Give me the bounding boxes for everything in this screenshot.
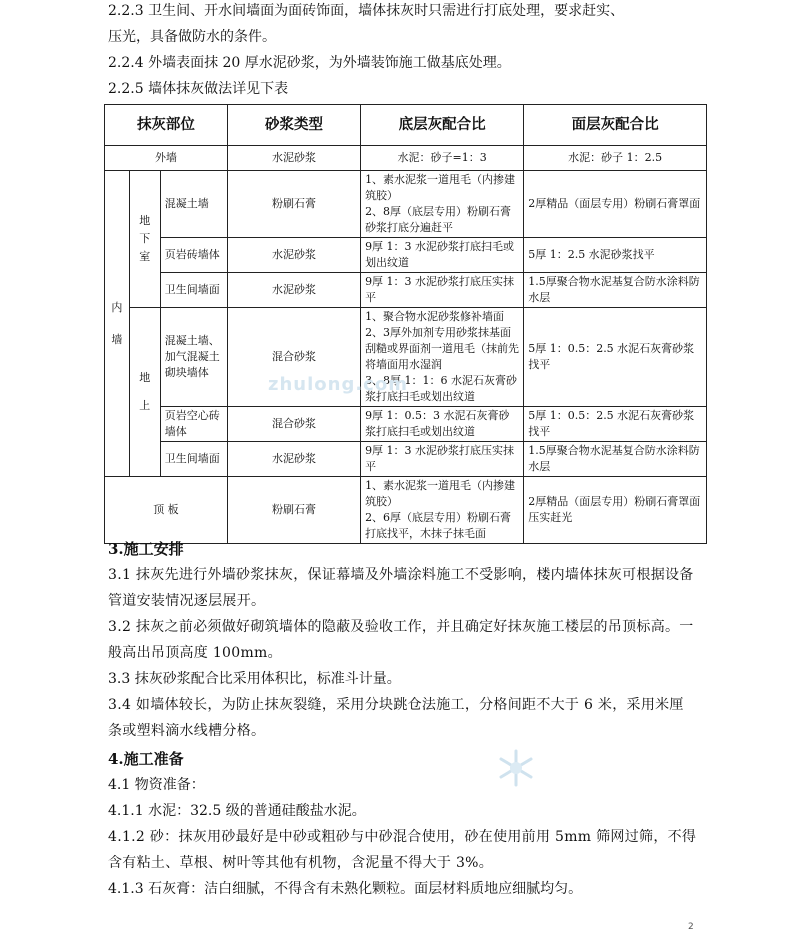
basement-label: 地 下 室 xyxy=(129,171,160,308)
cell-location: 页岩砖墙体 xyxy=(160,238,227,273)
section-4-1-2: 4.1.2 砂：抹灰用砂最好是中砂或粗砂与中砂混合使用，砂在使用前用 5mm 筛网过筛，不得含有粘土、草根、树叶等其他有机物，含泥量不得大于 3%。 xyxy=(108,829,697,871)
section-4-heading: 4.施工准备 xyxy=(108,750,184,768)
cell-mortar: 混合砂浆 xyxy=(227,308,360,407)
cell-base: 1、聚合物水泥砂浆修补墙面 2、3厚外加剂专用砂浆抹基面刮糙或界面剂一道甩毛（抹前先将墙面用水湿润 3、8厚 1：1：6 水泥石灰膏砂浆打底扫毛或划出纹道 xyxy=(361,308,524,407)
plastering-table xyxy=(104,104,707,544)
cell-location: 混凝土墙 xyxy=(160,171,227,238)
cell-base: 1、素水泥浆一道甩毛（内掺建筑胶） 2、6厚（底层专用）粉刷石膏打底找平，木抹子抹毛面 xyxy=(361,477,524,544)
section-4-1-3: 4.1.3 石灰膏：洁白细腻，不得含有未熟化颗粒。面层材料质地应细腻均匀。 xyxy=(108,881,583,897)
above-ground-label: 地 上 xyxy=(129,308,160,477)
page-number: 2 xyxy=(688,922,694,932)
cell-face: 1.5厚聚合物水泥基复合防水涂料防水层 xyxy=(524,273,707,308)
cell-face: 2厚精品（面层专用）粉刷石膏罩面 xyxy=(524,171,707,238)
cell-location: 卫生间墙面 xyxy=(160,442,227,477)
table-row-basement-concrete xyxy=(105,171,707,238)
section-3-4: 3.4 如墙体较长，为防止抹灰裂缝，采用分块跳仓法施工，分格间距不大于 6 米，采用米厘条或塑料滴水线槽分格。 xyxy=(108,697,684,739)
cell-face: 5厚 1：0.5：2.5 水泥石灰膏砂浆找平 xyxy=(524,407,707,442)
cell-location: 页岩空心砖墙体 xyxy=(160,407,227,442)
header-mortar: 砂浆类型 xyxy=(227,105,360,146)
table-row-basement-toilet xyxy=(105,273,707,308)
cell-face: 5厚 1：2.5 水泥砂浆找平 xyxy=(524,238,707,273)
table-row-upper-brick xyxy=(105,407,707,442)
section-3-3: 3.3 抹灰砂浆配合比采用体积比，标准斗计量。 xyxy=(108,671,401,687)
watermark-text: zhulong.com xyxy=(268,374,408,395)
cell-location: 外墙 xyxy=(105,146,228,171)
cell-mortar: 水泥砂浆 xyxy=(227,273,360,308)
cell-face: 1.5厚聚合物水泥基复合防水涂料防水层 xyxy=(524,442,707,477)
table-row-basement-brick xyxy=(105,238,707,273)
inner-wall-label: 内 墙 xyxy=(105,171,130,477)
cell-base: 9厚 1：3 水泥砂浆打底压实抹平 xyxy=(361,273,524,308)
cell-location: 混凝土墙、加气混凝土砌块墙体 xyxy=(160,308,227,407)
cell-location: 顶 板 xyxy=(105,477,228,544)
paragraph-2-2-3-line1: 2.2.3 卫生间、开水间墙面为面砖饰面，墙体抹灰时只需进行打底处理，要求赶实、 xyxy=(108,3,625,19)
table-row-outer-wall xyxy=(105,146,707,171)
cell-mortar: 粉刷石膏 xyxy=(227,477,360,544)
paragraph-2-2-4: 2.2.4 外墙表面抹 20 厚水泥砂浆，为外墙装饰施工做基底处理。 xyxy=(108,55,511,71)
paragraph-2-2-3-line2: 压光，具备做防水的条件。 xyxy=(108,29,276,45)
cell-base: 水泥：砂子=1：3 xyxy=(361,146,524,171)
header-location: 抹灰部位 xyxy=(105,105,228,146)
cell-base: 9厚 1：3 水泥砂浆打底扫毛或划出纹道 xyxy=(361,238,524,273)
cell-mortar: 水泥砂浆 xyxy=(227,238,360,273)
cell-face: 水泥：砂子 1：2.5 xyxy=(524,146,707,171)
cell-mortar: 水泥砂浆 xyxy=(227,442,360,477)
cell-mortar: 粉刷石膏 xyxy=(227,171,360,238)
section-3-2: 3.2 抹灰之前必须做好砌筑墙体的隐蔽及验收工作，并且确定好抹灰施工楼层的吊顶标高。一般高出吊顶高度 100mm。 xyxy=(108,619,694,661)
cell-location: 卫生间墙面 xyxy=(160,273,227,308)
section-4-1-1: 4.1.1 水泥：32.5 级的普通硅酸盐水泥。 xyxy=(108,803,366,819)
table-row-upper-toilet xyxy=(105,442,707,477)
cell-mortar: 混合砂浆 xyxy=(227,407,360,442)
cell-mortar: 水泥砂浆 xyxy=(227,146,360,171)
cell-base: 9厚 1：3 水泥砂浆打底压实抹平 xyxy=(361,442,524,477)
cell-base: 9厚 1：0.5：3 水泥石灰膏砂浆打底扫毛或划出纹道 xyxy=(361,407,524,442)
cell-face: 2厚精品（面层专用）粉刷石膏罩面压实赶光 xyxy=(524,477,707,544)
header-base-coat: 底层灰配合比 xyxy=(361,105,524,146)
section-4-1: 4.1 物资准备： xyxy=(108,777,205,793)
table-header-row xyxy=(105,105,707,146)
paragraph-2-2-5: 2.2.5 墙体抹灰做法详见下表 xyxy=(108,81,289,97)
cell-face: 5厚 1：0.5：2.5 水泥石灰膏砂浆找平 xyxy=(524,308,707,407)
cell-base: 1、素水泥浆一道甩毛（内掺建筑胶） 2、8厚（底层专用）粉刷石膏砂浆打底分遍赶平 xyxy=(361,171,524,238)
header-face-coat: 面层灰配合比 xyxy=(524,105,707,146)
snowflake-logo-icon xyxy=(496,748,536,788)
section-3-1: 3.1 抹灰先进行外墙砂浆抹灰，保证幕墙及外墙涂料施工不受影响，楼内墙体抹灰可根据设备管道安装情况逐层展开。 xyxy=(108,567,694,609)
section-3-heading: 3.施工安排 xyxy=(108,540,184,558)
table-row-ceiling xyxy=(105,477,707,544)
